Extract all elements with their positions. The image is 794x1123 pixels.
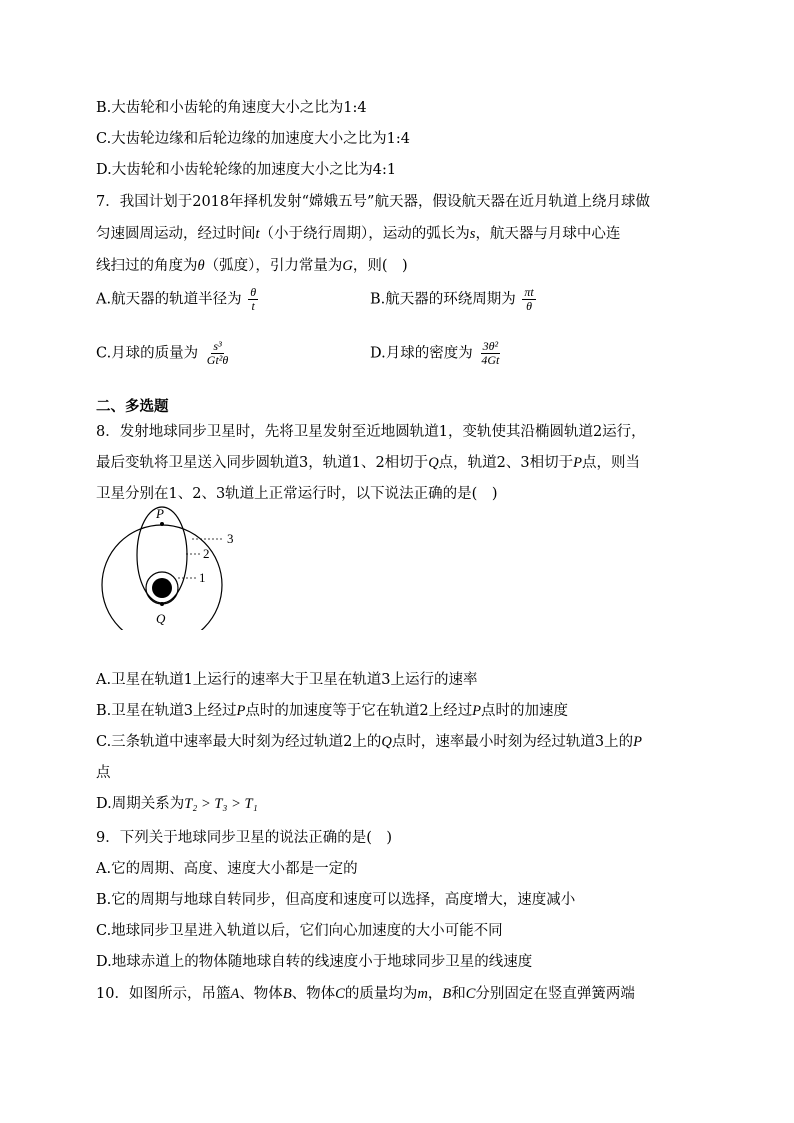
var-P: P: [633, 734, 642, 750]
var-G: G: [342, 258, 353, 274]
orbit-diagram: [96, 505, 256, 630]
fraction: [479, 340, 501, 367]
section-heading: 二、多选题: [96, 399, 169, 415]
q9-option-d: D.地球赤道上的物体随地球自转的线速度小于地球同步卫星的线速度: [96, 954, 533, 970]
text: B.卫星在轨道3上经过: [96, 703, 237, 719]
text: 点时的加速度等于它在轨道2上经过: [245, 703, 473, 719]
q7-option-d: [370, 340, 501, 367]
q7-stem-line1: 7．我国计划于2018年择机发射“嫦娥五号”航天器，假设航天器在近月轨道上绕月球做: [96, 194, 650, 210]
var-C: C: [335, 986, 345, 1002]
text: 、物体: [291, 986, 336, 1002]
var-P: P: [472, 703, 481, 719]
text: D.月球的密度为: [370, 345, 473, 362]
q7-option-a: [96, 286, 258, 313]
fraction: [248, 286, 258, 313]
text: 点，轨道2、3相切于: [438, 455, 574, 471]
var-Q: Q: [381, 734, 392, 750]
var-Q: Q: [428, 455, 439, 471]
text: 线扫过的角度为: [96, 258, 198, 274]
text: B.航天器的环绕周期为: [370, 291, 516, 308]
text: 和: [451, 986, 466, 1002]
label-1: 1: [199, 570, 206, 585]
q6-option-d: D.大齿轮和小齿轮轮缘的加速度大小之比为4:1: [96, 162, 397, 178]
fraction: [522, 286, 535, 313]
var-B: B: [442, 986, 452, 1002]
var-P: P: [236, 703, 246, 719]
var-B: B: [282, 986, 292, 1002]
text: 点，则当: [581, 455, 640, 471]
point-Q: [160, 602, 164, 606]
label-P: P: [156, 506, 164, 521]
text: ，则( ): [352, 258, 408, 274]
text: 最后变轨将卫星送入同步圆轨道3，轨道1、2相切于: [96, 455, 429, 471]
text: 匀速圆周运动，经过时间: [96, 226, 256, 242]
q8-stem-line1: 8．发射地球同步卫星时，先将卫星发射至近地圆轨道1，变轨使其沿椭圆轨道2运行，: [96, 424, 646, 440]
q9-option-c: C.地球同步卫星进入轨道以后，它们向心加速度的大小可能不同: [96, 923, 503, 939]
q6-option-b: B.大齿轮和小齿轮的角速度大小之比为1:4: [96, 100, 367, 116]
q6-option-c: C.大齿轮边缘和后轮边缘的加速度大小之比为1:4: [96, 131, 411, 147]
text: A.航天器的轨道半径为: [96, 291, 242, 308]
numerator: θ: [250, 285, 257, 299]
q8-option-c: [96, 730, 642, 751]
text: （小于绕行周期），运动的弧长为: [259, 226, 470, 242]
text: ，: [427, 986, 443, 1002]
q8-option-d: [96, 792, 258, 813]
q7-stem-line2: [96, 222, 620, 243]
label-2: 2: [203, 546, 210, 561]
text: 点时，速率最小时刻为经过轨道3上的: [391, 734, 634, 750]
q8-stem-line2: [96, 451, 640, 472]
q7-option-b: [370, 286, 536, 313]
text: D.周期关系为: [96, 796, 185, 812]
var-theta: θ: [197, 258, 205, 274]
text: 10．如图所示，吊篮: [96, 986, 231, 1002]
denominator: 4Gt: [481, 353, 500, 368]
point-P: [160, 522, 164, 526]
q7-stem-line3: [96, 254, 408, 275]
q9-stem: 9．下列关于地球同步卫星的说法正确的是( ): [96, 830, 393, 846]
text: 、物体: [239, 986, 283, 1002]
fraction: [205, 340, 231, 367]
q9-option-a: A.它的周期、高度、速度大小都是一定的: [96, 861, 358, 877]
denominator: θ: [526, 299, 532, 314]
denominator: Gt²θ: [206, 353, 229, 368]
label-Q: Q: [156, 611, 166, 626]
q8-option-b: [96, 699, 568, 720]
var-P: P: [573, 455, 582, 471]
denominator: t: [251, 299, 255, 314]
numerator: s³: [213, 339, 222, 353]
q8-stem-line3: 卫星分别在1、2、3轨道上正常运行时，以下说法正确的是( ): [96, 486, 498, 502]
q10-stem: [96, 982, 635, 1003]
text: 点时的加速度: [480, 703, 568, 719]
var-C: C: [465, 986, 476, 1002]
q8-option-c-cont: 点: [96, 765, 111, 781]
var-m: m: [417, 986, 428, 1002]
numerator: 3θ²: [482, 339, 499, 353]
text: 的质量均为: [344, 986, 418, 1002]
label-3: 3: [227, 531, 234, 546]
period-relation: T₂ > T₃ > T₁: [184, 796, 258, 812]
q8-option-a: A.卫星在轨道1上运行的速率大于卫星在轨道3上运行的速率: [96, 672, 478, 688]
q7-option-c: [96, 340, 230, 367]
var-t: t: [255, 226, 260, 242]
var-A: A: [230, 986, 240, 1002]
text: C.三条轨道中速率最大时刻为经过轨道2上的: [96, 734, 382, 750]
var-s: s: [469, 226, 476, 242]
text: ，航天器与月球中心连: [475, 226, 621, 242]
text: 分别固定在竖直弹簧两端: [475, 986, 635, 1002]
q9-option-b: B.它的周期与地球自转同步，但高度和速度可以选择，高度增大，速度减小: [96, 892, 576, 908]
numerator: πt: [524, 285, 534, 299]
text: C.月球的质量为: [96, 345, 199, 362]
earth: [152, 578, 172, 598]
text: （弧度），引力常量为: [204, 258, 343, 274]
